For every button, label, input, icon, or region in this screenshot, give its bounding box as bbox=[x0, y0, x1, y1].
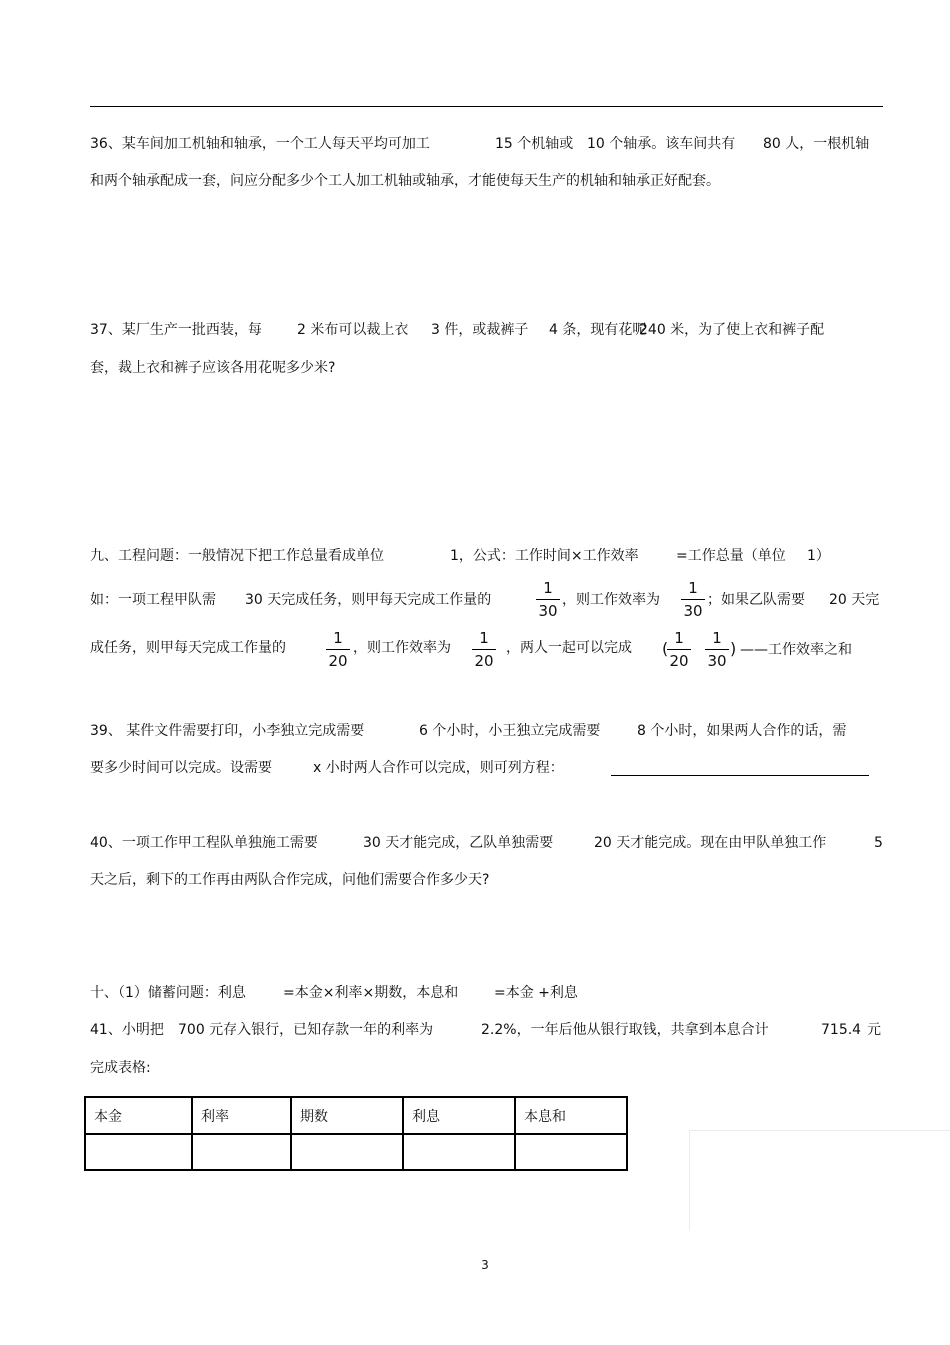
table-header-cell: 利息 bbox=[403, 1097, 515, 1134]
q39-line2-b: x 小时两人合作可以完成，则可列方程： bbox=[313, 760, 564, 776]
sec10-text-c: =本金 +利息 bbox=[494, 985, 578, 1001]
q40-text-d: 5 bbox=[874, 835, 883, 851]
sec9-text-d: 1） bbox=[807, 548, 830, 564]
sec9-example-d: ；如果乙队需要 bbox=[707, 592, 805, 608]
sec9-example2-b: ，则工作效率为 bbox=[353, 640, 451, 656]
table-cell[interactable] bbox=[192, 1134, 291, 1170]
q37-text-e: 240 米，为了使上衣和裤子配 bbox=[639, 322, 825, 338]
q37-text-b: 2 米布可以裁上衣 bbox=[297, 322, 409, 338]
q37-text-d: 4 条，现有花呢 bbox=[549, 322, 647, 338]
header-rule bbox=[90, 106, 883, 107]
fraction-bar bbox=[667, 649, 691, 650]
sec9-example2-a: 成任务，则甲每天完成工作量的 bbox=[90, 640, 286, 656]
q40-text-c: 20 天才能完成。现在由甲队单独工作 bbox=[594, 835, 827, 851]
fraction-denominator: 20 bbox=[474, 652, 494, 670]
fraction-denominator: 30 bbox=[683, 602, 703, 620]
fraction-numerator: 1 bbox=[479, 629, 489, 647]
table-header-cell: 本息和 bbox=[515, 1097, 627, 1134]
q36-text-c: 10 个轴承。该车间共有 bbox=[587, 136, 736, 152]
close-paren: ) bbox=[730, 639, 737, 658]
fraction-1-30-b bbox=[681, 580, 705, 621]
q41-text-b: 700 元存入银行，已知存款一年的利率为 bbox=[178, 1022, 434, 1038]
sec10-text-b: =本金×利率×期数，本息和 bbox=[283, 985, 459, 1001]
q40-line2: 天之后，剩下的工作再由两队合作完成，问他们需要合作多少天? bbox=[90, 872, 490, 888]
fraction-1-20-b bbox=[472, 630, 496, 671]
q41-text-e: 元 bbox=[867, 1022, 881, 1038]
q37-text-c: 3 件，或裁裤子 bbox=[431, 322, 529, 338]
fraction-bar bbox=[472, 649, 496, 650]
q39-text-c: 8 个小时，如果两人合作的话，需 bbox=[637, 723, 847, 739]
fraction-1-30 bbox=[536, 580, 560, 621]
table-header-cell: 期数 bbox=[291, 1097, 403, 1134]
sec9-example-c: ，则工作效率为 bbox=[562, 592, 660, 608]
sec9-example-a: 如：一项工程甲队需 bbox=[90, 592, 216, 608]
q41-text-c: 2.2%，一年后他从银行取钱，共拿到本息合计 bbox=[481, 1022, 769, 1038]
q40-text-a: 40、一项工作甲工程队单独施工需要 bbox=[90, 835, 318, 851]
fraction-1-20-c bbox=[667, 630, 691, 671]
fraction-1-30-c bbox=[705, 630, 729, 671]
q41-text-a: 41、小明把 bbox=[90, 1022, 164, 1038]
fraction-bar bbox=[705, 649, 729, 650]
fraction-numerator: 1 bbox=[674, 629, 684, 647]
fraction-numerator: 1 bbox=[333, 629, 343, 647]
q39-text-a: 39、 某件文件需要打印，小李独立完成需要 bbox=[90, 723, 365, 739]
fraction-denominator: 30 bbox=[538, 602, 558, 620]
table-row bbox=[85, 1134, 627, 1170]
q36-text-a: 36、某车间加工机轴和轴承，一个工人每天平均可加工 bbox=[90, 136, 430, 152]
savings-table bbox=[84, 1096, 628, 1171]
q40-text-b: 30 天才能完成，乙队单独需要 bbox=[363, 835, 554, 851]
table-header-cell: 利率 bbox=[192, 1097, 291, 1134]
sec9-text-a: 九、工程问题：一般情况下把工作总量看成单位 bbox=[90, 548, 384, 564]
table-header-row bbox=[85, 1097, 627, 1134]
fraction-numerator: 1 bbox=[688, 579, 698, 597]
q41-line2: 完成表格: bbox=[90, 1060, 151, 1076]
sec9-text-c: =工作总量（单位 bbox=[676, 548, 786, 564]
table-cell[interactable] bbox=[515, 1134, 627, 1170]
q37-text-a: 37、某厂生产一批西装，每 bbox=[90, 322, 262, 338]
table-cell[interactable] bbox=[403, 1134, 515, 1170]
q37-line2: 套，裁上衣和裤子应该各用花呢多少米? bbox=[90, 360, 336, 376]
table-header-cell: 本金 bbox=[85, 1097, 192, 1134]
fraction-denominator: 20 bbox=[669, 652, 689, 670]
sec9-example2-d: ——工作效率之和 bbox=[740, 642, 852, 658]
fraction-bar bbox=[536, 599, 560, 600]
q39-text-b: 6 个小时，小王独立完成需要 bbox=[419, 723, 601, 739]
table-cell[interactable] bbox=[85, 1134, 192, 1170]
sec9-example2-c: ，两人一起可以完成 bbox=[506, 640, 632, 656]
q36-line2: 和两个轴承配成一套，问应分配多少个工人加工机轴或轴承，才能使每天生产的机轴和轴承正好配套。 bbox=[90, 173, 720, 189]
fraction-bar bbox=[681, 599, 705, 600]
q41-text-d: 715.4 bbox=[821, 1022, 862, 1038]
fraction-denominator: 20 bbox=[328, 652, 348, 670]
q36-text-b: 15 个机轴或 bbox=[495, 136, 574, 152]
faint-border-artifact bbox=[689, 1130, 950, 1231]
fraction-numerator: 1 bbox=[543, 579, 553, 597]
sec9-example-b: 30 天完成任务，则甲每天完成工作量的 bbox=[245, 592, 492, 608]
table-cell[interactable] bbox=[291, 1134, 403, 1170]
fraction-1-20 bbox=[326, 630, 350, 671]
sec10-text-a: 十、（1）储蓄问题：利息 bbox=[90, 985, 246, 1001]
fraction-denominator: 30 bbox=[707, 652, 727, 670]
fraction-numerator: 1 bbox=[712, 629, 722, 647]
sec9-text-b: 1，公式：工作时间×工作效率 bbox=[450, 548, 639, 564]
open-paren: ( bbox=[662, 639, 669, 658]
q39-line2-a: 要多少时间可以完成。设需要 bbox=[90, 760, 272, 776]
page-number: 3 bbox=[481, 1258, 489, 1272]
q36-text-d: 80 人，一根机轴 bbox=[763, 136, 870, 152]
sec9-example-e: 20 天完 bbox=[829, 592, 880, 608]
fraction-bar bbox=[326, 649, 350, 650]
answer-blank[interactable] bbox=[611, 775, 869, 776]
